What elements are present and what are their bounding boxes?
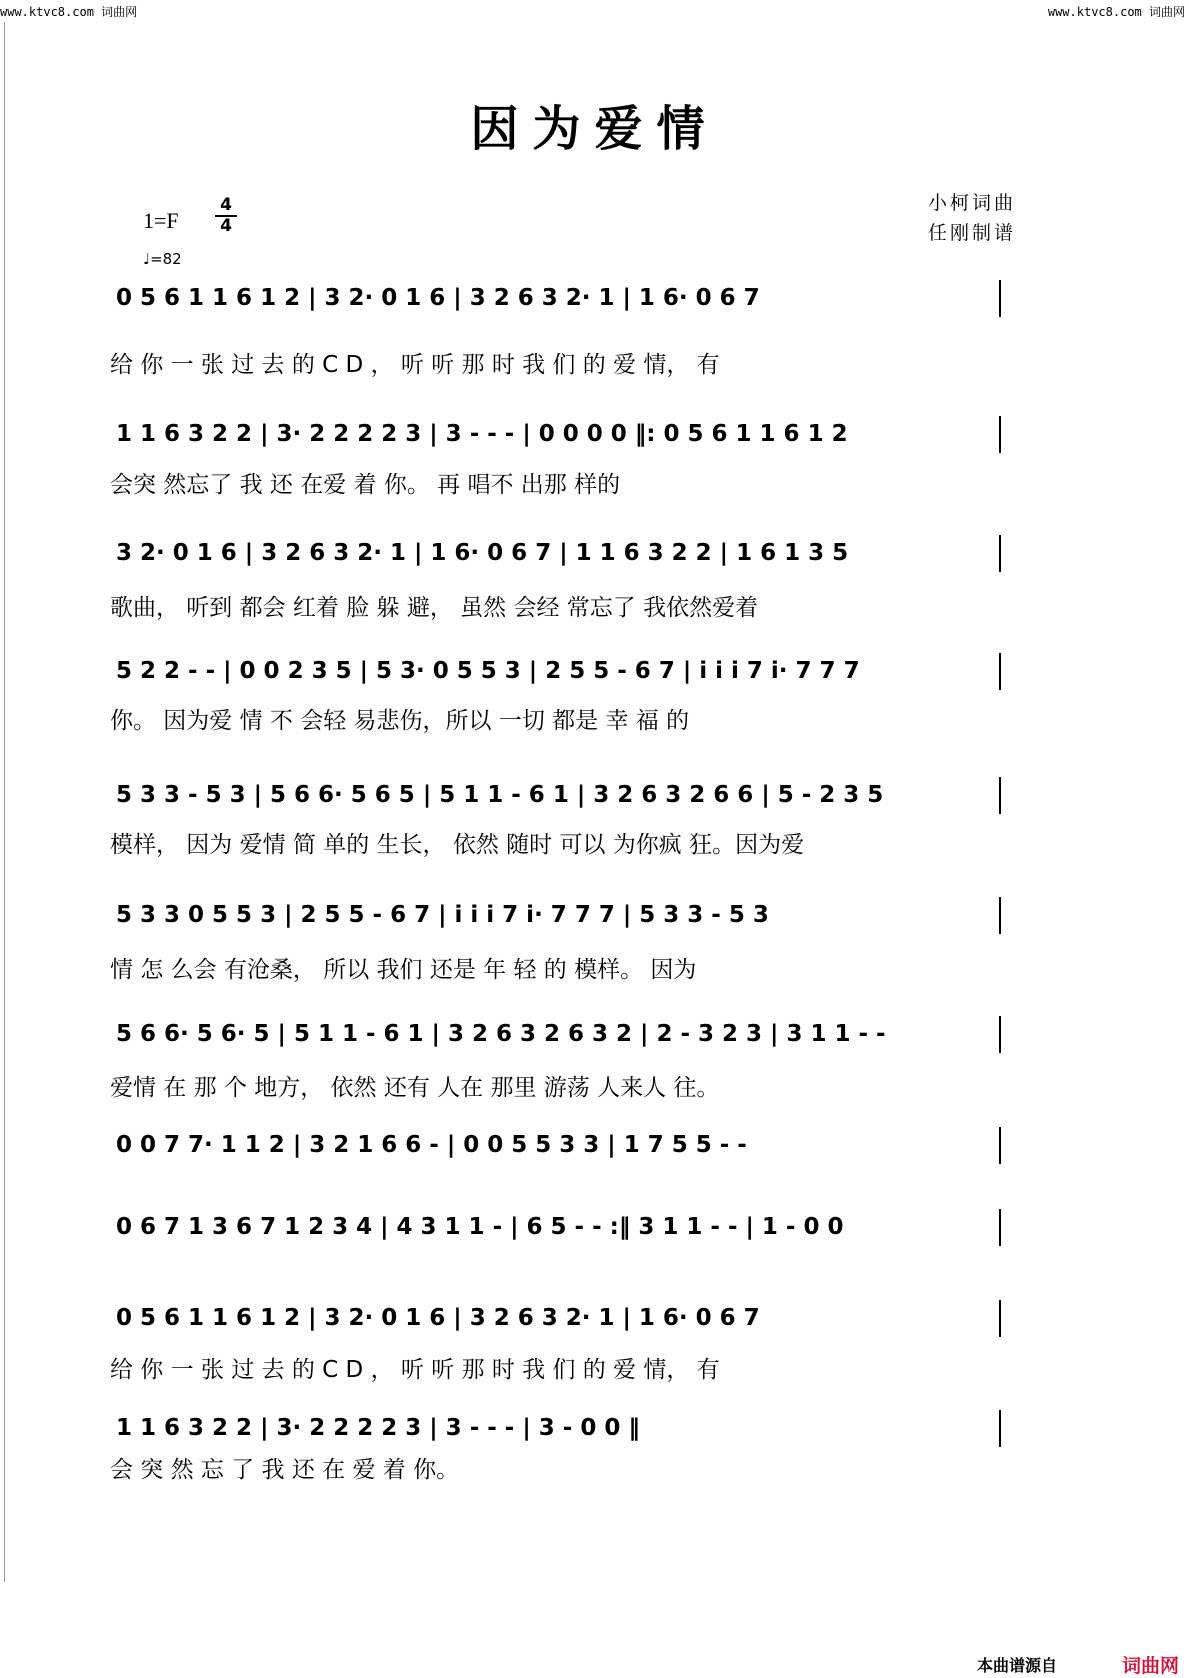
time-sig-top: 4 bbox=[220, 195, 232, 215]
time-signature bbox=[215, 196, 237, 236]
lyric-row-3: 歌曲， 听到 都会 红着 脸 躲 避， 虽然 会经 常忘了 我依然爱着 bbox=[110, 595, 759, 621]
lyric-row-5: 模样， 因为 爱情 简 单的 生长， 依然 随时 可以 为你疯 狂。因为爱 bbox=[110, 832, 805, 858]
notation-row-7: 5 6 6· 5 6· 5 | 5 1 1 - 6 1 | 3 2 6 3 2 6 3 2 | 2 - 3 2 3 | 3 1 1 - - bbox=[116, 1021, 886, 1047]
song-title: 因为爱情 bbox=[470, 101, 719, 157]
time-sig-bottom: 4 bbox=[215, 215, 237, 236]
footer-source: 本曲谱源自 bbox=[977, 1656, 1058, 1675]
left-margin-rule bbox=[4, 22, 5, 1582]
tempo-mark: ♩=82 bbox=[143, 250, 182, 268]
notation-row-6: 5 3 3 0 5 5 3 | 2 5 5 - 6 7 | i i i 7 i· 7 7 7 | 5 3 3 - 5 3 bbox=[116, 902, 769, 928]
watermark-left: www.ktvc8.com 词曲网 bbox=[0, 5, 138, 19]
lyric-row-4: 你。 因为爱 情 不 会轻 易悲伤，所以 一切 都是 幸 福 的 bbox=[110, 708, 690, 734]
lyric-row-6: 情 怎 么会 有沧桑， 所以 我们 还是 年 轻 的 模样。 因为 bbox=[110, 957, 697, 983]
lyric-row-1: 给 你 一 张 过 去 的 C D ， 听 听 那 时 我 们 的 爱 情， 有 bbox=[110, 352, 720, 378]
notation-row-1: 0 5 6 1 1 6 1 2 | 3 2· 0 1 6 | 3 2 6 3 2· 1 | 1 6· 0 6 7 bbox=[116, 285, 760, 311]
notation-row-8: 0 0 7 7· 1 1 2 | 3 2 1 6 6 - | 0 0 5 5 3 3 | 1 7 5 5 - - bbox=[116, 1132, 747, 1158]
notation-row-4: 5 2 2 - - | 0 0 2 3 5 | 5 3· 0 5 5 3 | 2 5 5 - 6 7 | i i i 7 i· 7 7 7 bbox=[116, 658, 860, 684]
notation-row-11: 1 1 6 3 2 2 | 3· 2 2 2 2 3 | 3 - - - | 3 - 0 0 ‖ bbox=[116, 1415, 640, 1441]
notation-row-3: 3 2· 0 1 6 | 3 2 6 3 2· 1 | 1 6· 0 6 7 | 1 1 6 3 2 2 | 1 6 1 3 5 bbox=[116, 540, 849, 566]
lyric-row-7: 爱情 在 那 个 地方， 依然 还有 人在 那里 游荡 人来人 往。 bbox=[110, 1075, 720, 1101]
watermark-right: www.ktvc8.com 词曲网 bbox=[1047, 5, 1185, 19]
notation-row-9: 0 6 7 1 3 6 7 1 2 3 4 | 4 3 1 1 - | 6 5 - - :‖ 3 1 1 - - | 1 - 0 0 bbox=[116, 1214, 844, 1240]
lyric-row-10: 给 你 一 张 过 去 的 C D ， 听 听 那 时 我 们 的 爱 情， 有 bbox=[110, 1357, 720, 1383]
notation-row-10: 0 5 6 1 1 6 1 2 | 3 2· 0 1 6 | 3 2 6 3 2· 1 | 1 6· 0 6 7 bbox=[116, 1305, 760, 1331]
notation-row-2: 1 1 6 3 2 2 | 3· 2 2 2 2 3 | 3 - - - | 0 0 0 0 ‖: 0 5 6 1 1 6 1 2 bbox=[116, 421, 848, 447]
credit-lyrics-music: 小柯词曲 bbox=[928, 192, 1017, 214]
footer-brand-logo: 词曲网 bbox=[1122, 1655, 1180, 1677]
notation-row-5: 5 3 3 - 5 3 | 5 6 6· 5 6 5 | 5 1 1 - 6 1 | 3 2 6 3 2 6 6 | 5 - 2 3 5 bbox=[116, 782, 884, 808]
lyric-row-11: 会 突 然 忘 了 我 还 在 爱 着 你。 bbox=[110, 1457, 460, 1483]
lyric-row-2: 会突 然忘了 我 还 在爱 着 你。 再 唱不 出那 样的 bbox=[110, 472, 621, 498]
key-signature: 1=F bbox=[143, 208, 179, 233]
credit-transcriber: 任刚制谱 bbox=[928, 222, 1017, 244]
